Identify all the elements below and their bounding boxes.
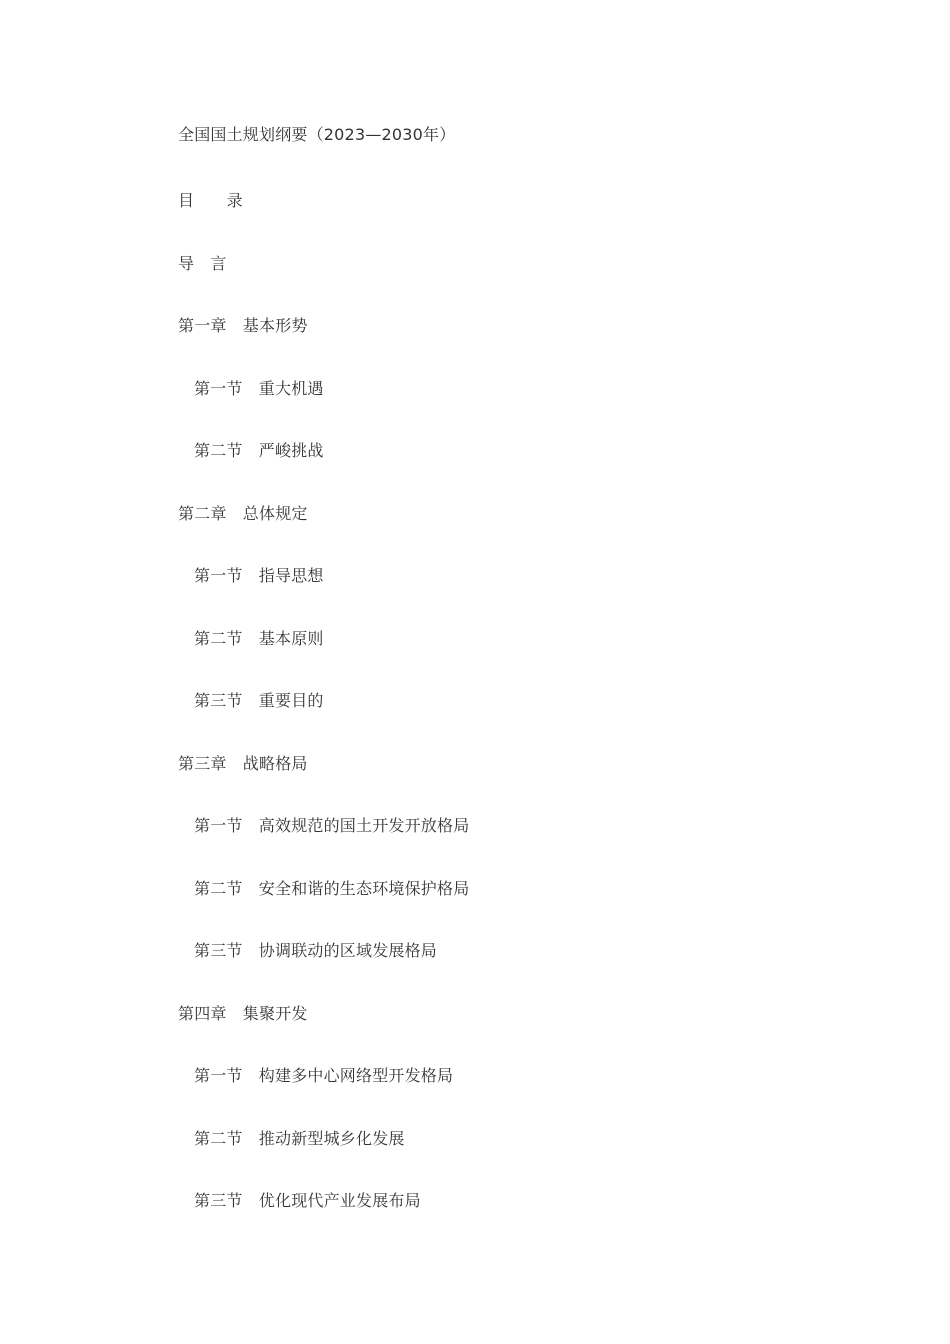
toc-item: 第二节 严峻挑战 bbox=[194, 441, 324, 460]
toc-item: 第二节 安全和谐的生态环境保护格局 bbox=[194, 878, 470, 898]
toc-item: 第四章 集聚开发 bbox=[178, 1003, 308, 1023]
toc-item: 导 言 bbox=[178, 253, 227, 273]
toc-item: 第三节 重要目的 bbox=[194, 691, 324, 710]
toc-item: 第二节 基本原则 bbox=[194, 628, 324, 648]
toc-item: 第三章 战略格局 bbox=[178, 753, 308, 773]
toc-item: 第二节 推动新型城乡化发展 bbox=[194, 1128, 405, 1148]
toc-item: 第一章 基本形势 bbox=[178, 316, 308, 335]
toc-item: 第一节 构建多中心网络型开发格局 bbox=[194, 1066, 454, 1085]
toc-item: 第一节 重大机遇 bbox=[194, 378, 324, 398]
toc-item: 第二章 总体规定 bbox=[178, 503, 308, 523]
toc-item: 第三节 优化现代产业发展布局 bbox=[194, 1191, 421, 1210]
toc-item: 第一节 指导思想 bbox=[194, 566, 324, 585]
toc-item: 第三节 协调联动的区域发展格局 bbox=[194, 941, 438, 960]
toc-item: 目 录 bbox=[178, 191, 243, 210]
toc-item: 第一节 高效规范的国土开发开放格局 bbox=[194, 816, 470, 835]
document-title: 全国国土规划纲要（2023—2030年） bbox=[178, 125, 456, 144]
